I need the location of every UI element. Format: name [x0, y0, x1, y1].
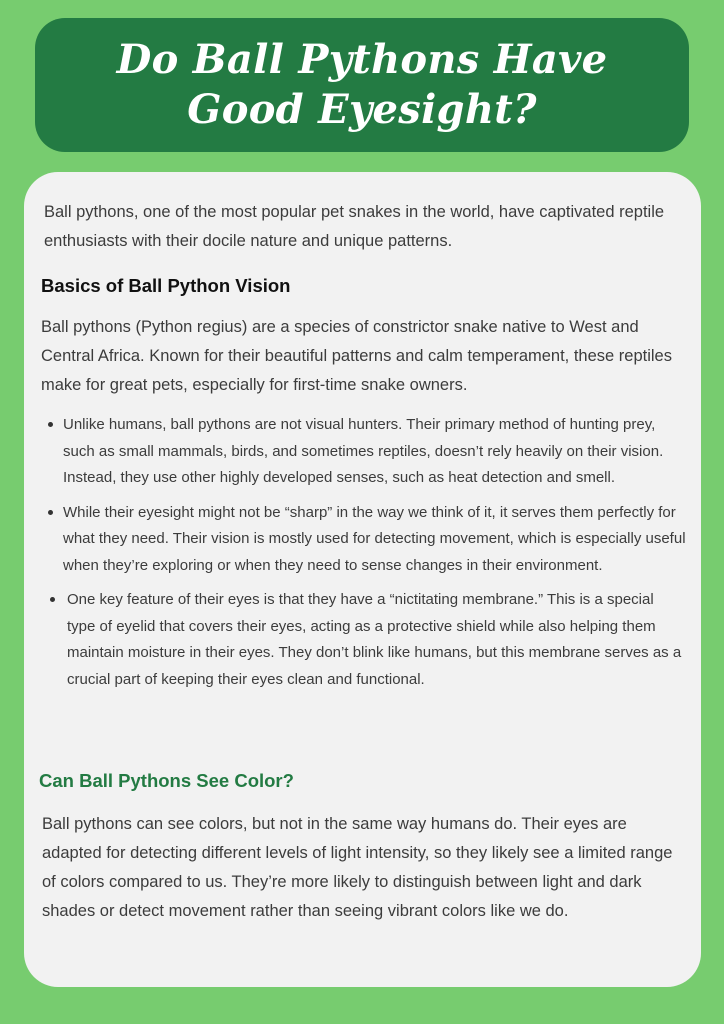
section-heading-color: Can Ball Pythons See Color? [39, 770, 294, 791]
color-paragraph: Ball pythons can see colors, but not in the same way humans do. Their eyes are adapted for detecting different levels of light intensity, so they likely see a limited range of colors compared to us. They’re more likely to distinguish between light and dark shades or detect movement rather than seeing vibrant colors like we do. [42, 815, 673, 920]
list-item-text: Unlike humans, ball pythons are not visual hunters. Their primary method of hunting prey, such as small mammals, birds, and sometimes reptiles, doesn’t rely heavily on their vision. Instead, they use other highly developed senses, such as heat detection and smell. [63, 416, 664, 486]
basics-paragraph: Ball pythons (Python regius) are a species of constrictor snake native to West and Central Africa. Known for their beautiful patterns and calm temperament, these reptiles make for great pets, especially for first-time snake owners. [41, 318, 672, 394]
list-item-text: While their eyesight might not be “sharp” in the way we think of it, it serves them perfectly for what they need. Their vision is mostly used for detecting movement, which is especially useful when they’re exploring or when they need to sense changes in their environment. [63, 503, 686, 574]
list-item-text: One key feature of their eyes is that they have a “nictitating membrane.” This is a special type of eyelid that covers their eyes, acting as a protective shield while also helping them maintain moisture in their eyes. They don’t blink like humans, but this membrane serves as a crucial part of keeping their eyes clean and functional. [67, 591, 682, 688]
list-item [42, 587, 686, 693]
basics-bullet-list [42, 412, 686, 701]
section-heading-basics: Basics of Ball Python Vision [41, 275, 291, 296]
title-banner [35, 18, 689, 152]
bullet-dot-icon [48, 422, 53, 427]
list-item [42, 412, 686, 492]
bullet-dot-icon [50, 597, 55, 602]
page-title: Do Ball Pythons Have Good Eyesight? [116, 36, 608, 133]
bullet-dot-icon [48, 510, 53, 515]
list-item [42, 500, 686, 580]
intro-paragraph: Ball pythons, one of the most popular pet snakes in the world, have captivated reptile enthusiasts with their docile nature and unique patterns. [44, 203, 665, 250]
content-card [24, 172, 701, 987]
